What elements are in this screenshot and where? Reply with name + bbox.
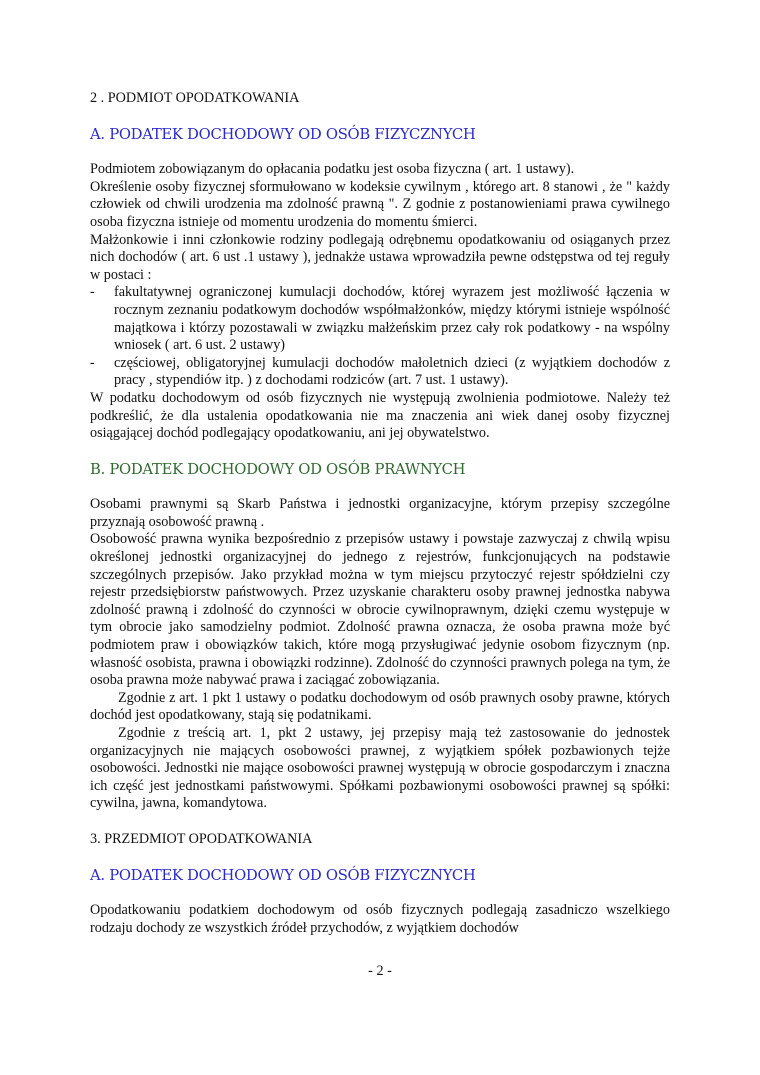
section-2a-heading: A. PODATEK DOCHODOWY OD OSÓB FIZYCZNYCH <box>90 125 476 143</box>
section-3a-heading: A. PODATEK DOCHODOWY OD OSÓB FIZYCZNYCH <box>90 866 476 884</box>
list-item-text: fakultatywnej ograniczonej kumulacji dochodów, której wyrazem jest możliwość łączenia w rocznym zeznaniu podatkowym dochodów współmałżonków, między którymi istnieje wspólność majątkowa i którzy pozostawali w związku małżeńskim przez cały rok podatkowy - na wspólny wniosek ( art. 6 ust. 2 ustawy) <box>114 284 670 354</box>
paragraph: Osobami prawnymi są Skarb Państwa i jednostki organizacyjne, którym przepisy szczególne przyznają osobowość prawną . <box>90 496 670 530</box>
section-2-heading: 2 . PODMIOT OPODATKOWANIA <box>90 90 300 106</box>
paragraph: Małżonkowie i inni członkowie rodziny podlegają odrębnemu opodatkowaniu od osiąganych przez nich dochodów ( art. 6 ust .1 ustawy ), jednakże ustawa wprowadziła pewne odstępstwa od tej reguły w postaci : <box>90 231 670 283</box>
paragraph: Zgodnie z treścią art. 1, pkt 2 ustawy, jej przepisy mają też zastosowanie do jednostek organizacyjnych nie mających osobowości prawnej, z wyjątkiem spółek pozbawionych tejże osobowości. Jednostki nie mające osobowości prawnej występują w obrocie gospodarczym i znaczna ich część jest jednostkami państwowymi. Spółkami pozbawionymi osobowości prawnej są spółki: cywilna, jawna, komandytowa. <box>90 725 670 812</box>
paragraph: Opodatkowaniu podatkiem dochodowym od osób fizycznych podlegają zasadniczo wszelkiego rodzaju dochody ze wszystkich źródeł przychodów, z wyjątkiem dochodów <box>90 902 670 936</box>
exceptions-list <box>90 284 670 390</box>
list-item <box>90 355 670 390</box>
dash-bullet: - <box>90 354 95 371</box>
document-page <box>90 90 670 937</box>
paragraph: W podatku dochodowym od osób fizycznych nie występują zwolnienia podmiotowe. Należy też podkreślić, że dla ustalenia opodatkowania nie ma znaczenia ani wiek danej osoby fizycznej osiągającej dochód podlegający opodatkowaniu, ani jej obywatelstwo. <box>90 389 670 442</box>
paragraph: Podmiotem zobowiązanym do opłacania podatku jest osoba fizyczna ( art. 1 ustawy). <box>90 161 575 178</box>
paragraph: Określenie osoby fizycznej sformułowano w kodeksie cywilnym , którego art. 8 stanowi , że " każdy człowiek od chwili urodzenia ma zdolność prawną ". Z godnie z postanowieniami prawa cywilnego osoba fizyczna istnieje od momentu urodzenia do momentu śmierci. <box>90 178 670 230</box>
page-number: - 2 - <box>368 963 392 979</box>
paragraph: Zgodnie z art. 1 pkt 1 ustawy o podatku dochodowym od osób prawnych osoby prawne, których dochód jest opodatkowany, stają się podatnikami. <box>90 689 670 724</box>
section-3-heading: 3. PRZEDMIOT OPODATKOWANIA <box>90 830 313 847</box>
dash-bullet: - <box>90 284 95 301</box>
list-item <box>90 284 670 354</box>
section-2b-heading: B. PODATEK DOCHODOWY OD OSÓB PRAWNYCH <box>90 460 466 478</box>
paragraph: Osobowość prawna wynika bezpośrednio z przepisów ustawy i powstaje zazwyczaj z chwilą wpisu określonej jednostki organizacyjnej do jednego z rejestrów, funkcjonujących na podstawie szczególnych przepisów. Jako przykład można w tym miejscu przytoczyć rejestr spółdzielni czy rejestr przedsiębiorstw państwowych. Przez uzyskanie charakteru osoby prawnej jednostka nabywa zdolność prawną i zdolność do czynności w obrocie cywilnoprawnym, dzięki czemu występuje w tym obrocie jako samodzielny podmiot. Zdolność prawna oznacza, że osoba prawna może być podmiotem praw i obowiązków takich, które mogą przysługiwać jedynie osobom fizycznym (np. własność osobista, prawna i obowiązki rodzinne). Zdolność do czynności prawnych polega na tym, że osoba prawna może nabywać prawa i zaciągać zobowiązania. <box>90 531 670 689</box>
list-item-text: częściowej, obligatoryjnej kumulacji dochodów małoletnich dzieci (z wyjątkiem dochodów z pracy , stypendiów itp. ) z dochodami rodziców (art. 7 ust. 1 ustawy). <box>114 354 670 389</box>
